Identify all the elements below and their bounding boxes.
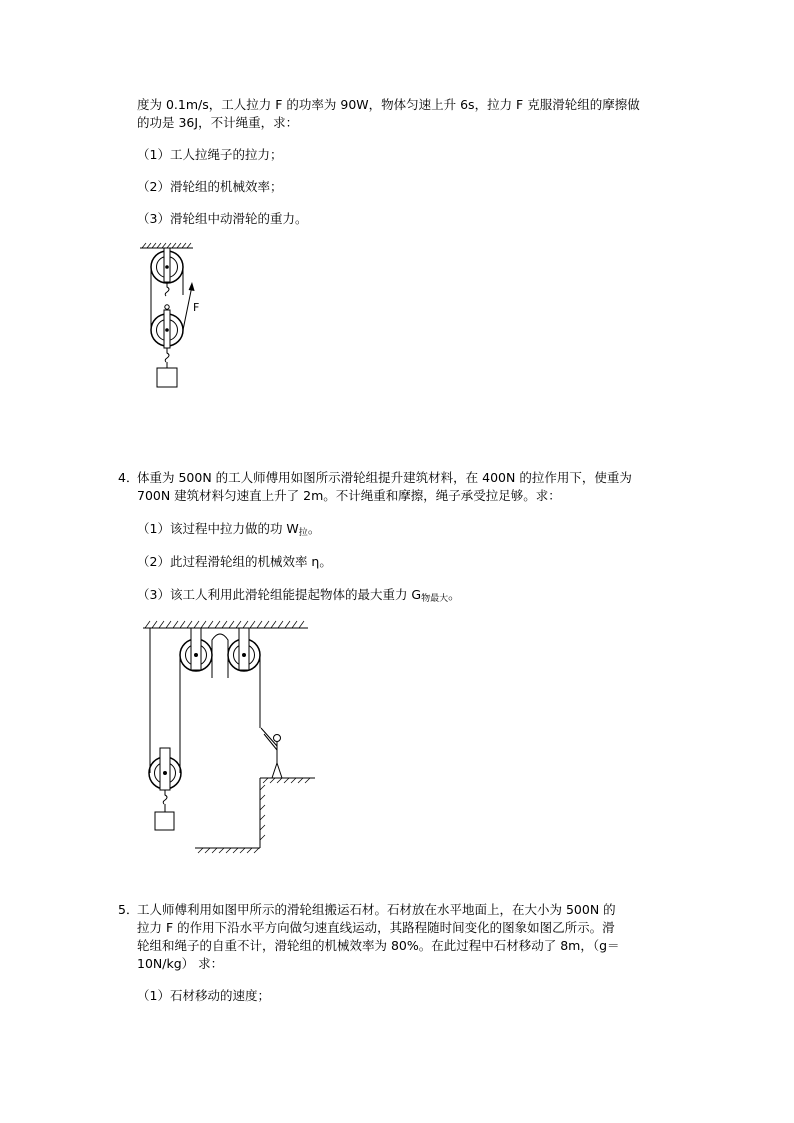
q3-item-2: （2）滑轮组的机械效率； <box>137 179 283 194</box>
q3-item-3: （3）滑轮组中动滑轮的重力。 <box>137 211 308 226</box>
q5-text-line3: 轮组和绳子的自重不计，滑轮组的机械效率为 80%。在此过程中石材移动了 8m，（g＝ <box>137 938 620 953</box>
q5-text-line4: 10N/kg） 求： <box>137 956 224 971</box>
q3-pulley-figure <box>135 240 215 390</box>
q4-item-3: （3）该工人利用此滑轮组能提起物体的最大重力 $G_{物最大}$。 <box>137 587 461 604</box>
q4-text-line1: 体重为 500N 的工人师傅用如图所示滑轮组提升建筑材料，在 400N 的拉作用下，使重为 <box>137 470 632 485</box>
q4-item-1: （1）该过程中拉力做的功 $W_拉$。 <box>137 521 321 538</box>
q3-text-line1: 度为 0.1m/s，工人拉力 F 的功率为 90W，物体匀速上升 6s，拉力 F 克服滑轮组的摩擦做 <box>137 97 640 112</box>
q5-number: 5． <box>118 902 139 917</box>
q4-text-line2: 700N 建筑材料匀速直上升了 2m。不计绳重和摩擦，绳子承受拉足够。求： <box>137 488 561 503</box>
q5-text-line1: 工人师傅利用如图甲所示的滑轮组搬运石材。石材放在水平地面上，在大小为 500N 的 <box>137 902 616 917</box>
q5-text-line2: 拉力 F 的作用下沿水平方向做匀速直线运动，其路程随时间变化的图象如图乙所示。滑 <box>137 920 615 935</box>
q5-item-1: （1）石材移动的速度； <box>137 988 270 1003</box>
q3-force-label: F <box>193 301 200 314</box>
q3-text-line2: 的功是 36J，不计绳重，求： <box>137 115 299 130</box>
q4-number: 4． <box>118 470 139 485</box>
q4-pulley-figure <box>140 618 320 853</box>
q4-item-2: （2）此过程滑轮组的机械效率 η。 <box>137 554 332 569</box>
q3-item-1: （1）工人拉绳子的拉力； <box>137 147 283 162</box>
